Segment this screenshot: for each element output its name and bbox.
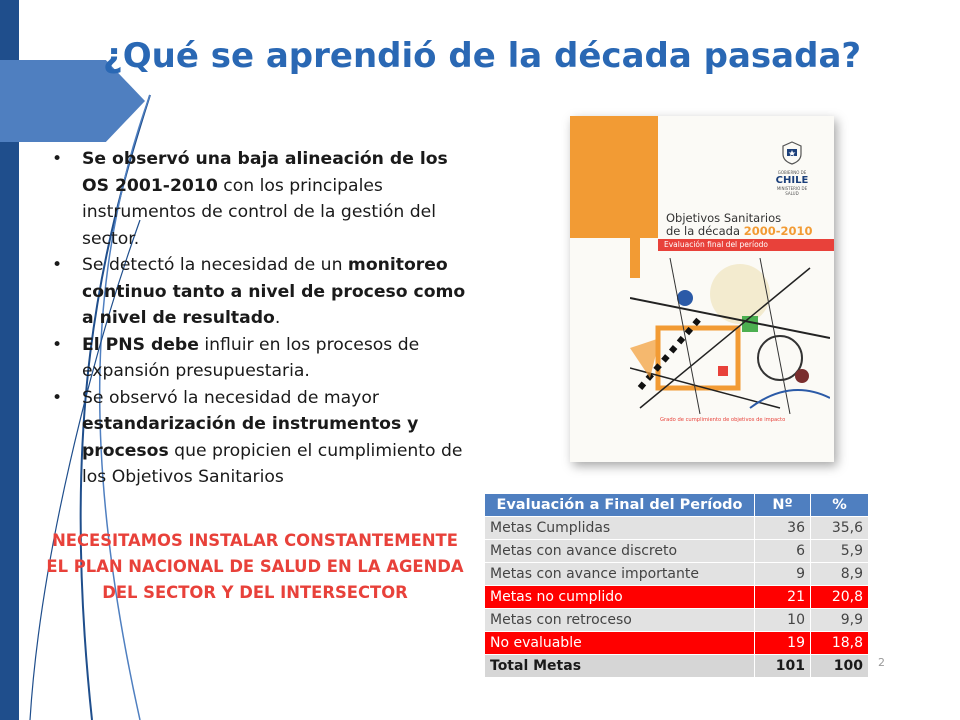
header-percent: % <box>811 494 869 517</box>
bullet-text: influir en los procesos de expansión presupuestaria. <box>82 334 420 381</box>
cover-title-text: de la década <box>666 224 744 238</box>
row-percent: 5,9 <box>811 540 869 563</box>
table-row <box>485 609 869 632</box>
row-count: 21 <box>755 586 811 609</box>
bullet-text: Se observó la necesidad de mayor <box>82 387 379 408</box>
row-count: 9 <box>755 563 811 586</box>
total-label: Total Metas <box>485 655 755 678</box>
bullet-text-bold: Se observó una baja alineación de los OS 2001-2010 <box>82 149 448 196</box>
table-row-highlighted <box>485 632 869 655</box>
row-label: Metas con avance importante <box>485 563 755 586</box>
bullet-dot-icon: • <box>52 387 63 408</box>
seal-top-text: GOBIERNO DE <box>777 170 807 175</box>
table-header-row <box>485 494 869 517</box>
row-percent: 8,9 <box>811 563 869 586</box>
slide-title: ¿Qué se aprendió de la década pasada? <box>103 36 862 76</box>
report-cover-image <box>570 116 834 462</box>
total-count: 101 <box>755 655 811 678</box>
row-count: 6 <box>755 540 811 563</box>
bullet-text: Se detectó la necesidad de un <box>82 255 348 275</box>
page-number: 2 <box>878 656 885 669</box>
row-label: Metas Cumplidas <box>485 517 755 540</box>
bullet-text: . <box>274 308 281 328</box>
header-evaluation: Evaluación a Final del Período <box>485 494 755 517</box>
bullet-item <box>52 332 472 385</box>
bullet-list <box>52 146 472 491</box>
evaluation-table <box>484 493 869 678</box>
row-count: 19 <box>755 632 811 655</box>
bullet-text: con los principales instrumentos de control de la gestión del sector. <box>82 175 436 249</box>
cover-title <box>666 212 831 238</box>
cover-title-range: 2000-2010 <box>743 224 813 238</box>
row-label: Metas con retroceso <box>485 609 755 632</box>
bullet-text-bold: monitoreo continuo tanto a nivel de proceso como a nivel de resultado <box>82 255 466 328</box>
bullet-text-bold: estandarización de instrumentos y procesos <box>82 414 419 461</box>
bullet-text: que propicien el cumplimiento de los Objetivos Sanitarios <box>82 440 463 487</box>
bullet-item <box>52 252 472 332</box>
table-row <box>485 540 869 563</box>
cover-title-line: Objetivos Sanitarios <box>666 211 782 225</box>
total-percent: 100 <box>811 655 869 678</box>
bullet-item <box>52 146 472 252</box>
abstract-artwork <box>630 258 830 414</box>
table-row <box>485 517 869 540</box>
callout-text: NECESITAMOS INSTALAR CONSTANTEMENTE EL PLAN NACIONAL DE SALUD EN LA AGENDA DEL SECTOR Y DEL INTERSECTOR <box>46 531 464 602</box>
bullet-dot-icon: • <box>52 149 63 169</box>
cover-orange-block <box>570 116 658 238</box>
row-count: 10 <box>755 609 811 632</box>
bullet-dot-icon: • <box>52 255 63 275</box>
bullet-item <box>52 385 472 491</box>
government-seal <box>772 140 812 196</box>
seal-sub-text: MINISTERIO DE SALUD <box>776 186 808 196</box>
cover-caption: Grado de cumplimiento de objetivos de impacto <box>660 417 786 423</box>
row-percent: 20,8 <box>811 586 869 609</box>
row-label: No evaluable <box>485 632 755 655</box>
row-percent: 9,9 <box>811 609 869 632</box>
row-percent: 18,8 <box>811 632 869 655</box>
bullet-dot-icon: • <box>52 334 63 355</box>
coat-of-arms-icon <box>779 140 805 166</box>
row-count: 36 <box>755 517 811 540</box>
row-percent: 35,6 <box>811 517 869 540</box>
table-row <box>485 563 869 586</box>
seal-name-text: CHILE <box>775 175 809 186</box>
cover-title-line <box>666 225 831 238</box>
cover-subtitle-bar: Evaluación final del período <box>658 239 834 251</box>
header-count: Nº <box>755 494 811 517</box>
row-label: Metas no cumplido <box>485 586 755 609</box>
table-total-row <box>485 655 869 678</box>
bullet-text-bold: El PNS debe <box>82 334 199 355</box>
row-label: Metas con avance discreto <box>485 540 755 563</box>
table-row-highlighted <box>485 586 869 609</box>
